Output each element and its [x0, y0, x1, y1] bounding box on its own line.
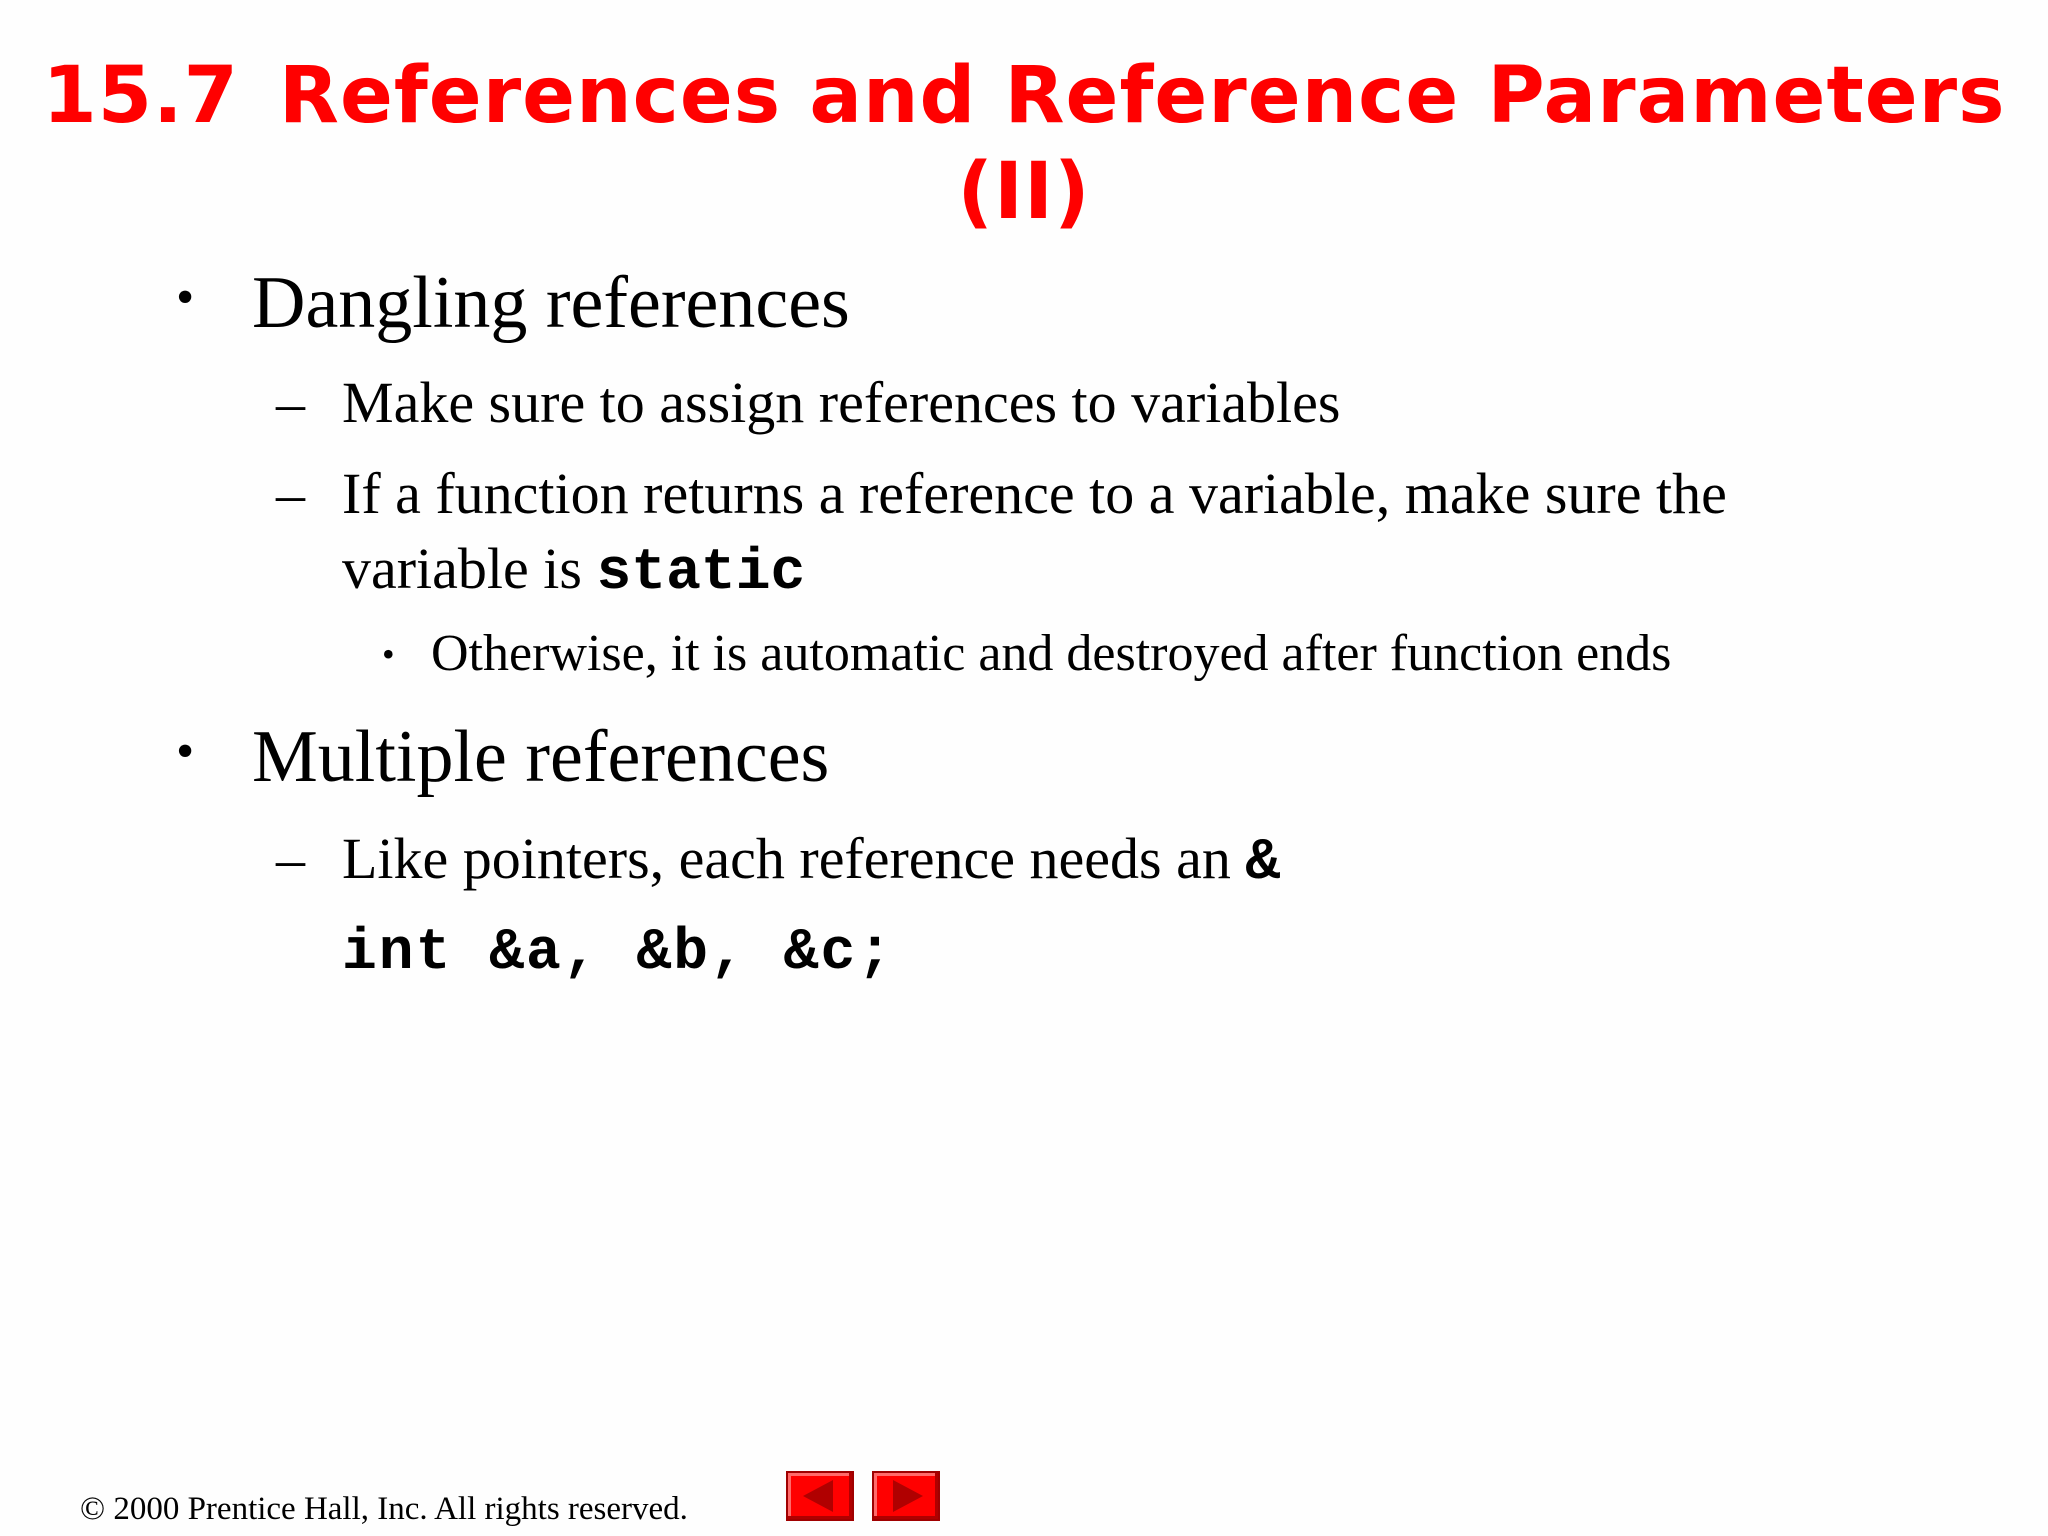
code-static: static [596, 541, 806, 606]
title-text: References and Reference Parameters [278, 51, 2006, 141]
bullet-2: • [176, 723, 195, 780]
sub-item-1-2-text: variable is [342, 536, 597, 601]
title-line-2: (II) [957, 147, 1091, 237]
code-ampersand: & [1245, 831, 1281, 896]
title-number: 15.7 [42, 51, 239, 141]
sub-item-2-1-text: Like pointers, each reference needs an [342, 826, 1246, 891]
sub-item-2-1 [342, 826, 1281, 896]
sub-sub-item-1-2-1: Otherwise, it is automatic and destroyed after function ends [431, 625, 1672, 682]
dash-1-1: – [276, 370, 305, 435]
bullet-1-label: Dangling references [252, 262, 850, 344]
sub-item-1-2-line2 [342, 536, 806, 606]
copyright [80, 1493, 688, 1526]
bullet-1: • [176, 269, 195, 326]
sub-item-1-1: Make sure to assign references to variables [342, 370, 1341, 435]
left-arrow-icon [803, 1480, 833, 1512]
copyright-symbol: © [80, 1491, 106, 1527]
bullet-1-2-1: • [382, 634, 395, 674]
copyright-text: 2000 Prentice Hall, Inc. All rights reserved. [113, 1491, 688, 1527]
dash-2-1: – [276, 826, 305, 891]
previous-slide-button[interactable] [786, 1471, 854, 1521]
code-declaration: int &a, &b, &c; [342, 921, 895, 986]
next-slide-button[interactable] [872, 1471, 940, 1521]
dash-1-2: – [276, 461, 305, 526]
bullet-2-label: Multiple references [252, 716, 830, 798]
title-line-1 [0, 48, 2048, 144]
slide-title [0, 48, 2048, 240]
right-arrow-icon [893, 1480, 923, 1512]
sub-item-1-2-line1: If a function returns a reference to a variable, make sure the [342, 461, 1727, 526]
